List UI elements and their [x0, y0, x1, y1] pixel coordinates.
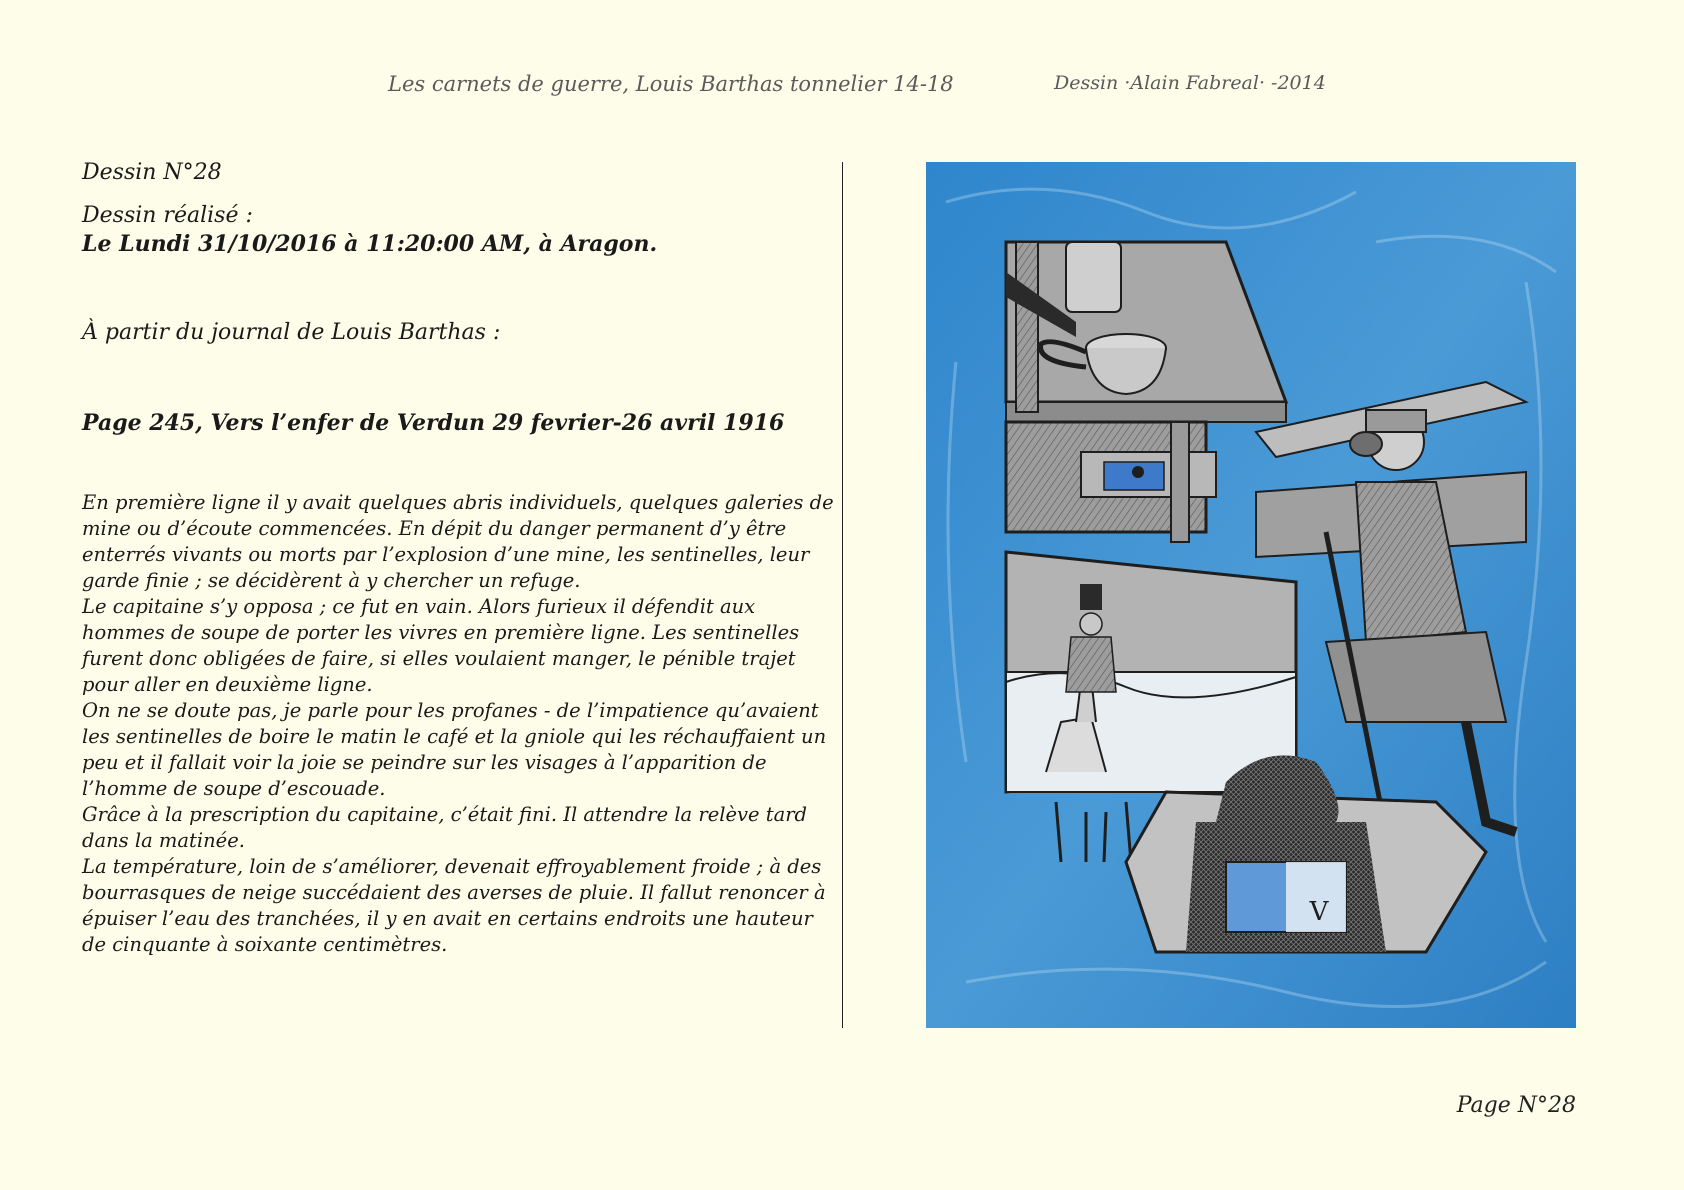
page-reference: Page 245, Vers l’enfer de Verdun 29 fevrier-26 avril 1916 [82, 410, 785, 436]
excerpt-paragraph: Grâce à la prescription du capitaine, c’était fini. Il attendre la relève tard dans la matinée. [82, 803, 808, 852]
page-number: Page N°28 [1456, 1093, 1576, 1118]
drawing-credit-header: Dessin ·Alain Fabreal· -2014 [1054, 72, 1326, 94]
realise-date: Le Lundi 31/10/2016 à 11:20:00 AM, à Aragon. [82, 231, 658, 257]
excerpt-paragraph: Le capitaine s’y opposa ; ce fut en vain. Alors furieux il défendit aux hommes de soupe de porter les vivres en première ligne. Les sentinelles furent donc obligées de faire, si elles voulaient manger, le pénible trajet pour aller en deuxième ligne. [82, 595, 800, 696]
excerpt-paragraph: La température, loin de s’améliorer, devenait effroyablement froide ; à des bourrasques de neige succédaient des averses de pluie. Il fallut renoncer à épuiser l’eau des tranchées, il y en avait en certains endroits une hauteur de cinquante à soixante centimètres. [82, 855, 826, 956]
journal-excerpt [82, 490, 842, 958]
text-column [82, 158, 842, 958]
excerpt-paragraph: En première ligne il y avait quelques abris individuels, quelques galeries de mine ou d’écoute commencées. En dépit du danger permanent d’y être enterrés vivants ou morts par l’explosion d’une mine, les sentinelles, leur garde finie ; se décidèrent à y chercher un refuge. [82, 491, 834, 592]
excerpt-paragraph: On ne se doute pas, je parle pour les profanes - de l’impatience qu’avaient les sentinelles de boire le matin le café et la gniole qui les réchauffaient un peu et il fallait voir la joie se peindre sur les visages à l’apparition de l’homme de soupe d’escouade. [82, 699, 827, 800]
war-drawing-artwork [926, 162, 1576, 1028]
book-title-header: Les carnets de guerre, Louis Barthas tonnelier 14-18 [388, 72, 954, 96]
drawer-panel [1006, 422, 1216, 542]
realise-label: Dessin réalisé : [82, 203, 253, 228]
map-letter: V [1309, 897, 1329, 927]
source-intro: À partir du journal de Louis Barthas : [82, 320, 501, 345]
column-divider [842, 162, 843, 1028]
drawing-number: Dessin N°28 [82, 160, 222, 185]
